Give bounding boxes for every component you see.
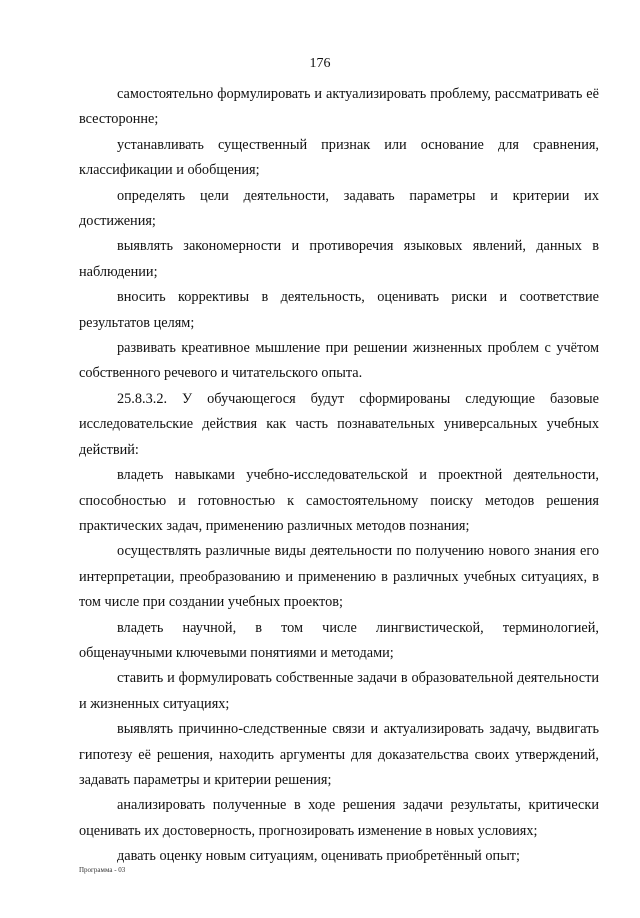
paragraph: самостоятельно формулировать и актуализировать проблему, рассматривать её всесторонне; bbox=[79, 86, 599, 128]
paragraph: выявлять закономерности и противоречия языковых явлений, данных в наблюдении; bbox=[79, 238, 599, 280]
paragraph: осуществлять различные виды деятельности по получению нового знания его интерпретации, преобразованию и применению в различных учебных ситуациях, в том числе при создании учебных проектов; bbox=[79, 543, 599, 611]
page-footer: Программа - 03 bbox=[79, 866, 126, 874]
paragraph: владеть навыками учебно-исследовательской и проектной деятельности, способностью и готовностью к самостоятельному поиску методов решения практических задач, применению различных методов познания; bbox=[79, 467, 599, 534]
page-number: 176 bbox=[309, 56, 331, 71]
paragraph: устанавливать существенный признак или основание для сравнения, классификации и обобщения; bbox=[79, 136, 599, 179]
paragraph: анализировать полученные в ходе решения задачи результаты, критически оценивать их достоверность, прогнозировать изменение в новых условиях; bbox=[79, 797, 599, 839]
paragraph: развивать креативное мышление при решении жизненных проблем с учётом собственного речевого и читательского опыта. bbox=[79, 340, 599, 382]
paragraph: вносить коррективы в деятельность, оценивать риски и соответствие результатов целям; bbox=[79, 289, 599, 331]
paragraph: ставить и формулировать собственные задачи в образовательной деятельности и жизненных ситуациях; bbox=[79, 670, 599, 712]
paragraph: давать оценку новым ситуациям, оценивать приобретённый опыт; bbox=[117, 848, 521, 865]
paragraph: определять цели деятельности, задавать параметры и критерии их достижения; bbox=[79, 187, 599, 230]
paragraph: выявлять причинно-следственные связи и актуализировать задачу, выдвигать гипотезу её решения, находить аргументы для доказательства своих утверждений, задавать параметры и критерии решения; bbox=[79, 721, 599, 788]
page-body bbox=[79, 82, 599, 870]
paragraph: владеть научной, в том числе лингвистической, терминологией, общенаучными ключевыми понятиями и методами; bbox=[79, 619, 599, 661]
paragraph: 25.8.3.2. У обучающегося будут сформированы следующие базовые исследовательские действия как часть познавательных универсальных учебных действий: bbox=[79, 390, 599, 458]
